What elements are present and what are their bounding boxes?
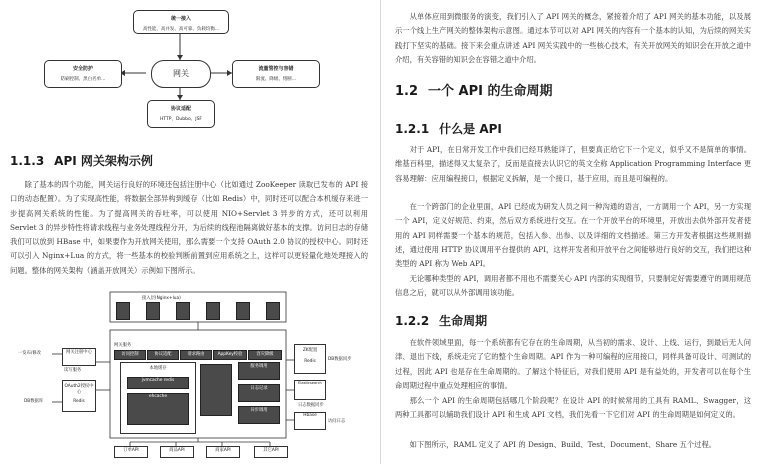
hbase-label: Hbase (303, 413, 317, 418)
section-heading-1-2-1 (395, 120, 502, 137)
module-routing: 请求路由 (180, 350, 212, 360)
section-title: 生命周期 (439, 314, 488, 328)
zk-redis-label: Redis (304, 359, 316, 364)
local-cache-box (120, 362, 196, 434)
section-heading-1-2 (395, 80, 553, 99)
left-note-publish: 一发布/修改 (18, 351, 41, 356)
lifecycle-paragraph-1: 在软件领域里面，每一个系统都有它存在的生命周期，从当初的需求、设计、上线、运行，到最后无人问津、退出下线，系统走完了它的整个生命周期。API 作为一种可编程的应用接口，同样具备可设计、可测试的过程，因此 API 也是存在生命周期的。了解这个特征后，对我们使用 API 是有益处的，开发者可以在每个生命周期过程中重点处理相应的事情。 (395, 338, 751, 390)
module-protocol: 协议适配 (147, 350, 179, 360)
registry-label: 网关注册中心 (66, 350, 92, 355)
nginx-node-5 (236, 302, 250, 320)
protocol-adapt-sub: HTTP、Dubbo、JSF (159, 117, 203, 122)
hbase-box (294, 412, 326, 430)
protocol-adapt-box (147, 100, 215, 128)
auth-center-label: OAuth2授权中心 (64, 384, 94, 395)
cache-item-ehcache: ehcache (127, 393, 189, 425)
stack-async-call: 异步调用 (238, 406, 280, 424)
what-is-api-paragraph-2: 在一个跨部门的企业里面，API 已经成为研发人员之间一种沟通的语言，一方调用一个 API，另一方实现一个 API，定义好规范、约束，然后双方系统进行交互。在一个开放平台的环境里，开放出去供外部开发者使用的 API 同样需要一个基本的规范，包括入参、出参、以及详细的文档描述。第三方开发者根据这些规则描述，通过使用 HTTP 协议调用平台提供的 API，这样开发者和开放平台之间能够进行良好的交互，我们把这种类型的 API 称为 Web API。 (395, 202, 751, 269)
left-page (0, 0, 381, 464)
traffic-control-box (232, 60, 320, 88)
stack-log-record: 日志记录 (238, 384, 280, 402)
auth-redis-label: Redis (73, 399, 85, 404)
section-title: 一个 API 的生命周期 (428, 84, 553, 99)
gateway-node: 网关 (151, 60, 211, 88)
security-title: 安全防护 (72, 66, 93, 72)
section-number: 1.2 (395, 84, 419, 99)
unified-access-sub: 高性能、高并发、高可靠、负载均衡... (142, 27, 220, 32)
section-heading-1-2-2 (395, 312, 487, 329)
section-heading-1-1-3 (10, 152, 153, 169)
what-is-api-paragraph-1: 对于 API，在日常开发工作中我们已经耳熟能详了，但要真正给它下一个定义，似乎又不是简单的事情。维基百科里，描述得又太复杂了，反而是直接去认识它的英文全称 Application Programming Interface 更容易理解：应用编程接口，根据定义拆解，是一个接口，基于应用，而且是可编程的。 (395, 145, 751, 183)
architecture-paragraph: 除了基本的四个功能，网关运行良好的环境还包括注册中心（比如通过 ZooKeeper 读取已发布的 API 接口的动态配置）。为了实现高性能，将数据全部异构到缓存（比如 Redis）中，同时还可以配合本机缓存来进一步提高网关系统的性能。为了提高网关的吞吐率，可以使用 NIO+Servlet 3 异步的方式，还可以利用 Servlet 3 的异步特性将请求线程与业务处理线程分开，为后续的线程池隔离做好基本的支撑。访问日志的存储我们可以放到 HBase 中，如果要作为开放网关使用，那么需要一个支持 OAuth 2.0 协议的授权中心。同时还可以引入 Nginx+Lua 的方式，将一些基本的校验判断前置到应用系统之上，这样可以更轻量化地处理接入的问题。整体的网关架构（涵盖开放网关）示例如下图所示。 (10, 180, 368, 275)
api-product: 商品API (160, 446, 194, 458)
traffic-control-title: 流量管控与容错 (258, 66, 294, 72)
zk-redis-box (294, 344, 326, 374)
security-sub: 防刷控制、黑白名单... (60, 77, 106, 82)
nginx-node-3 (176, 302, 190, 320)
nginx-node-6 (266, 302, 280, 320)
left-note-db: DB数据库 (24, 399, 44, 404)
gateway-service-label: 网关服务 (114, 343, 132, 348)
traffic-control-sub: 限流、降级、熔断... (255, 77, 297, 82)
stack-service-call: 服务调用 (238, 362, 280, 380)
what-is-api-paragraph-3: 无论哪种类型的 API，调用者都不用也不需要关心 API 内部的实现细节，只要制定好需要遵守的调用规范信息之后，就可以从外部调用该功能。 (395, 274, 751, 298)
section-number: 1.1.3 (10, 154, 45, 168)
cache-item-redis: jvmcache redis (127, 377, 189, 389)
nginx-node-1 (116, 302, 130, 320)
right-note-db-sync: DB数据同步 (328, 357, 352, 362)
right-note-access-log: 访问日志 (328, 419, 346, 424)
nginx-node-4 (206, 302, 220, 320)
registry-box (62, 348, 96, 366)
unified-access-title: 统一接入 (170, 16, 191, 22)
module-degrade: 容灾降级 (248, 350, 282, 360)
intro-paragraph: 从单体应用到微服务的演变，我们引入了 API 网关的概念，紧接着介绍了 API 网关的基本功能，以及展示一个线上生产网关的整体架构示意图。通过本节可以对 API 网关的内容有一个基本的认知，为后续的网关实践打下坚实的基础。接下来会重点讲述 API 网关实践中的一些核心技术，有关开放网关的知识会在开放之道中介绍，有关容错的知识会在容错之道中介绍。 (395, 12, 751, 64)
auth-center-box (62, 380, 96, 412)
zk-label: ZK配置 (302, 348, 318, 353)
gateway-architecture-diagram (18, 290, 352, 460)
security-box (44, 60, 122, 88)
module-appkey: AppKey校验 (213, 350, 247, 360)
api-order: 订单API (114, 446, 148, 458)
es-box (294, 380, 326, 400)
unified-access-box (133, 10, 229, 34)
api-other: 其它API (254, 446, 288, 458)
section-number: 1.2.1 (395, 122, 430, 136)
nginx-node-2 (146, 302, 160, 320)
right-page (381, 0, 765, 464)
protocol-adapt-title: 协议适配 (170, 106, 191, 112)
lifecycle-paragraph-2: 那么一个 API 的生命周期包括哪几个阶段呢？在设计 API 的时候常用的工具有 RAML、Swagger，这两种工具都可以辅助我们设计 API 和生成 API 文档，我们先看一下它们对 API 的生命周期是如何定义的。 (395, 396, 751, 420)
local-cache-title: 本地缓存 (149, 366, 167, 371)
side-service-1 (200, 364, 232, 416)
section-title: 什么是 API (439, 122, 502, 136)
access-layer-label: 接入层(Nginx+lua) (142, 296, 181, 301)
lifecycle-paragraph-3: 如下图所示，RAML 定义了 API 的 Design、Build、Test、Document、Share 五个过程。 (409, 440, 717, 449)
api-merchant: 商家API (206, 446, 240, 458)
module-access-control: 访问控制 (114, 350, 146, 360)
section-title: API 网关架构示例 (54, 154, 153, 168)
es-label: Elasticsearch (298, 381, 322, 385)
registry-side-label: 读写服务 (64, 368, 82, 373)
right-note-log-sync: 日志数据同步 (298, 403, 324, 408)
section-number: 1.2.2 (395, 314, 430, 328)
